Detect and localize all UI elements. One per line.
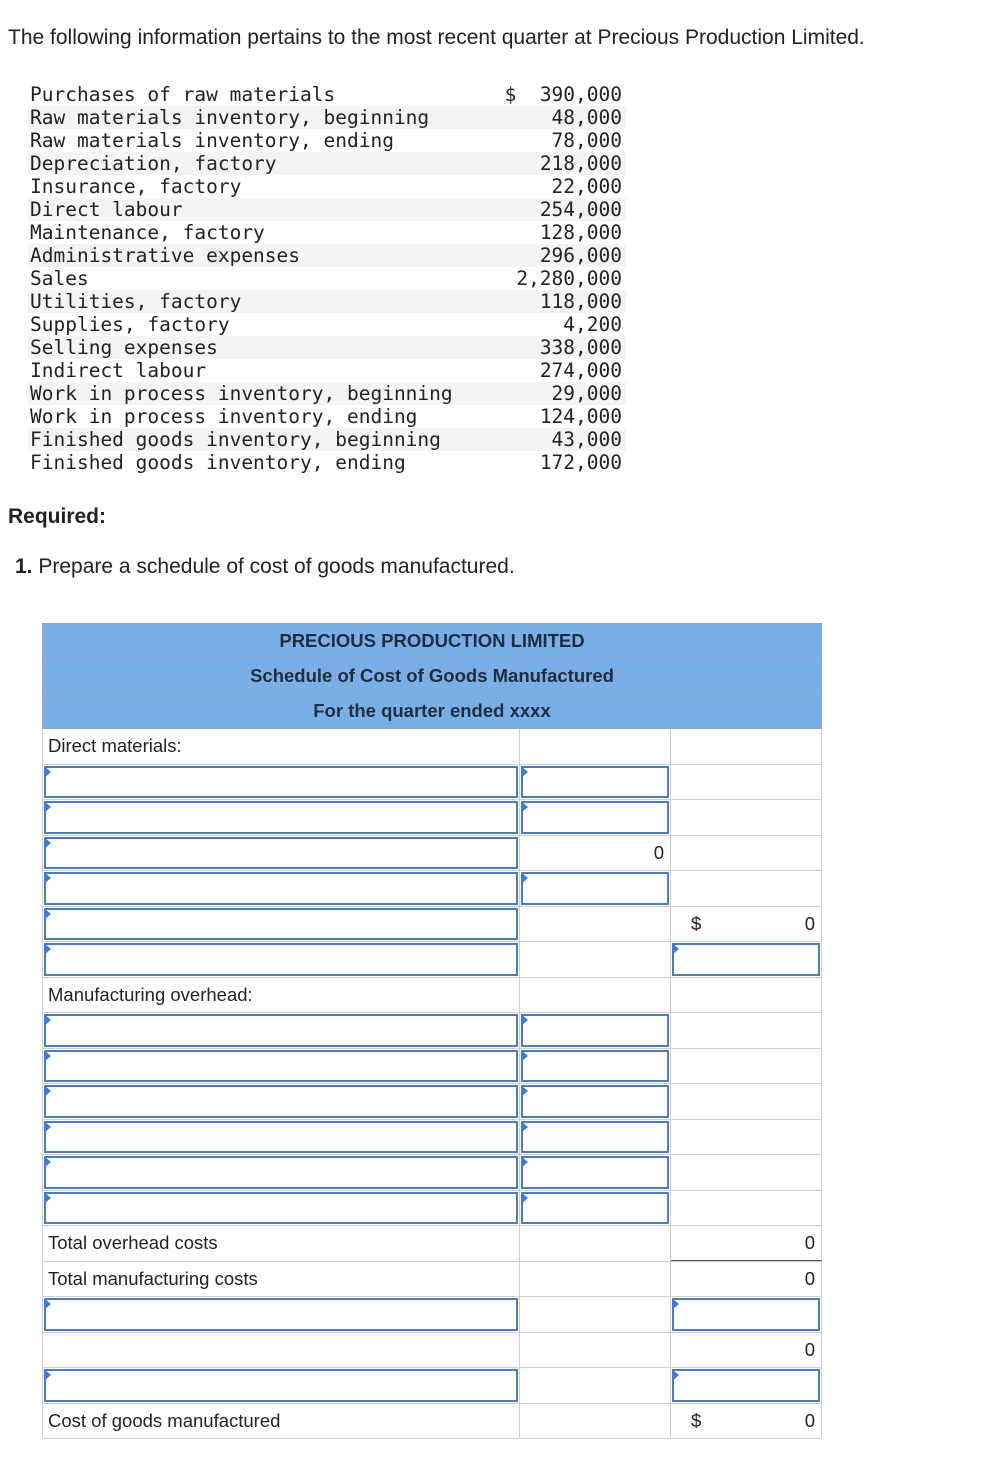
- total-overhead-value: 0: [671, 1226, 822, 1261]
- item-amount: 22,000: [551, 175, 622, 198]
- table-row: [42, 871, 822, 907]
- table-row: [42, 1084, 822, 1120]
- schedule-title: Schedule of Cost of Goods Manufactured: [42, 658, 822, 693]
- item-amount: 274,000: [539, 359, 622, 382]
- dm-label-input-4[interactable]: [44, 872, 518, 905]
- table-row: [28, 221, 626, 244]
- table-row: [28, 428, 626, 451]
- item-amount: 172,000: [539, 451, 622, 474]
- currency-symbol: $: [691, 1409, 702, 1431]
- item-label: Selling expenses: [28, 336, 492, 359]
- question-text: [15, 555, 515, 579]
- cogm-value: $ 0: [671, 1404, 822, 1439]
- table-row: [28, 451, 626, 474]
- mo-amount-input-4[interactable]: [521, 1121, 669, 1154]
- item-label: Finished goods inventory, beginning: [28, 428, 492, 451]
- item-label: Purchases of raw materials: [30, 83, 336, 106]
- mo-label-input-4[interactable]: [44, 1121, 518, 1154]
- item-amount: 124,000: [539, 405, 622, 428]
- direct-labour-amount-input[interactable]: [672, 943, 820, 976]
- total-manufacturing-value: 0: [671, 1262, 822, 1297]
- table-row: [42, 1155, 822, 1191]
- item-label: Finished goods inventory, ending: [30, 451, 406, 474]
- item-label: Sales: [30, 267, 89, 290]
- wip-subtotal-value: 0: [671, 1333, 822, 1368]
- item-label: Raw materials inventory, beginning: [28, 106, 492, 129]
- table-row: [42, 942, 822, 978]
- data-table: [28, 83, 626, 474]
- table-row: [28, 359, 626, 382]
- item-amount: 43,000: [492, 428, 626, 451]
- table-row: [28, 267, 626, 290]
- item-amount: 338,000: [492, 336, 626, 359]
- item-label: Indirect labour: [30, 359, 207, 382]
- dm-subtotal-value: 0: [520, 836, 671, 871]
- table-row: [42, 907, 822, 943]
- table-row: [42, 1120, 822, 1156]
- dm-total-value: $ 0: [671, 907, 822, 942]
- table-row: [28, 198, 626, 221]
- item-amount: 48,000: [492, 106, 626, 129]
- table-row: [42, 1262, 822, 1298]
- table-row: [42, 729, 822, 765]
- table-row: [28, 129, 626, 152]
- table-row: [42, 1191, 822, 1227]
- wip-amount-input-2[interactable]: [672, 1369, 820, 1402]
- required-heading: Required:: [8, 505, 107, 528]
- currency-symbol: $: [691, 912, 702, 934]
- item-label: Work in process inventory, beginning: [28, 382, 492, 405]
- table-row: [42, 765, 822, 801]
- item-amount: 296,000: [492, 244, 626, 267]
- item-label: Work in process inventory, ending: [30, 405, 418, 428]
- direct-materials-label: Direct materials:: [42, 729, 520, 764]
- item-amount: 218,000: [492, 152, 626, 175]
- table-row: [28, 83, 626, 106]
- wip-amount-input-1[interactable]: [672, 1298, 820, 1331]
- item-label: Utilities, factory: [28, 290, 492, 313]
- table-row: [28, 313, 626, 336]
- mo-label-input-3[interactable]: [44, 1085, 518, 1118]
- table-row: [28, 244, 626, 267]
- item-amount: 2,280,000: [516, 267, 622, 290]
- table-row: [42, 1013, 822, 1049]
- dm-label-input-2[interactable]: [44, 801, 518, 834]
- item-label: Maintenance, factory: [30, 221, 265, 244]
- schedule-period: For the quarter ended xxxx: [42, 693, 822, 729]
- table-row: [28, 382, 626, 405]
- dm-amount-input-1[interactable]: [521, 766, 669, 799]
- table-row: [28, 106, 626, 129]
- dm-amount-input-4[interactable]: [521, 872, 669, 905]
- question-body: Prepare a schedule of cost of goods manufactured.: [38, 555, 515, 578]
- mo-amount-input-6[interactable]: [521, 1192, 669, 1225]
- table-row: [28, 175, 626, 198]
- item-amount: 78,000: [551, 129, 622, 152]
- schedule-table: [42, 623, 822, 1439]
- item-amount: 254,000: [492, 198, 626, 221]
- mo-label-input-6[interactable]: [44, 1192, 518, 1225]
- mo-amount-input-1[interactable]: [521, 1014, 669, 1047]
- item-amount: $ 390,000: [504, 83, 622, 106]
- table-row: [28, 290, 626, 313]
- table-row: [42, 978, 822, 1014]
- mo-amount-input-3[interactable]: [521, 1085, 669, 1118]
- item-amount: 4,200: [563, 313, 622, 336]
- schedule-company: PRECIOUS PRODUCTION LIMITED: [42, 623, 822, 658]
- wip-label-input-1[interactable]: [44, 1298, 518, 1331]
- item-label: Administrative expenses: [28, 244, 492, 267]
- table-row: [28, 152, 626, 175]
- direct-labour-label-input[interactable]: [44, 943, 518, 976]
- intro-text: The following information pertains to the most recent quarter at Precious Production Limited.: [8, 26, 865, 49]
- table-row: [42, 1297, 822, 1333]
- table-row: [42, 836, 822, 872]
- dm-label-input-3[interactable]: [44, 837, 518, 870]
- wip-label-input-2[interactable]: [44, 1369, 518, 1402]
- total-manufacturing-label: Total manufacturing costs: [42, 1262, 520, 1297]
- mo-amount-input-2[interactable]: [521, 1050, 669, 1083]
- mo-label-input-2[interactable]: [44, 1050, 518, 1083]
- item-label: Insurance, factory: [30, 175, 242, 198]
- table-row: [42, 1404, 822, 1440]
- table-row: [42, 1049, 822, 1085]
- table-row: [42, 1226, 822, 1262]
- table-row: [42, 1333, 822, 1369]
- table-row: [42, 800, 822, 836]
- mo-label-input-1[interactable]: [44, 1014, 518, 1047]
- item-label: Direct labour: [28, 198, 492, 221]
- item-label: Depreciation, factory: [28, 152, 492, 175]
- item-label: Raw materials inventory, ending: [30, 129, 394, 152]
- dm-label-input-5[interactable]: [44, 908, 518, 941]
- table-row: [28, 405, 626, 428]
- table-row: [28, 336, 626, 359]
- item-amount: 128,000: [539, 221, 622, 244]
- manufacturing-overhead-label: Manufacturing overhead:: [42, 978, 520, 1013]
- total-overhead-label: Total overhead costs: [42, 1226, 520, 1261]
- cogm-label: Cost of goods manufactured: [42, 1404, 520, 1439]
- item-amount: 118,000: [492, 290, 626, 313]
- item-label: Supplies, factory: [30, 313, 230, 336]
- table-row: [42, 1368, 822, 1404]
- mo-amount-input-5[interactable]: [521, 1156, 669, 1189]
- dm-label-input-1[interactable]: [44, 766, 518, 799]
- dm-amount-input-2[interactable]: [521, 801, 669, 834]
- mo-label-input-5[interactable]: [44, 1156, 518, 1189]
- question-number: 1.: [15, 555, 33, 578]
- item-amount: 29,000: [492, 382, 626, 405]
